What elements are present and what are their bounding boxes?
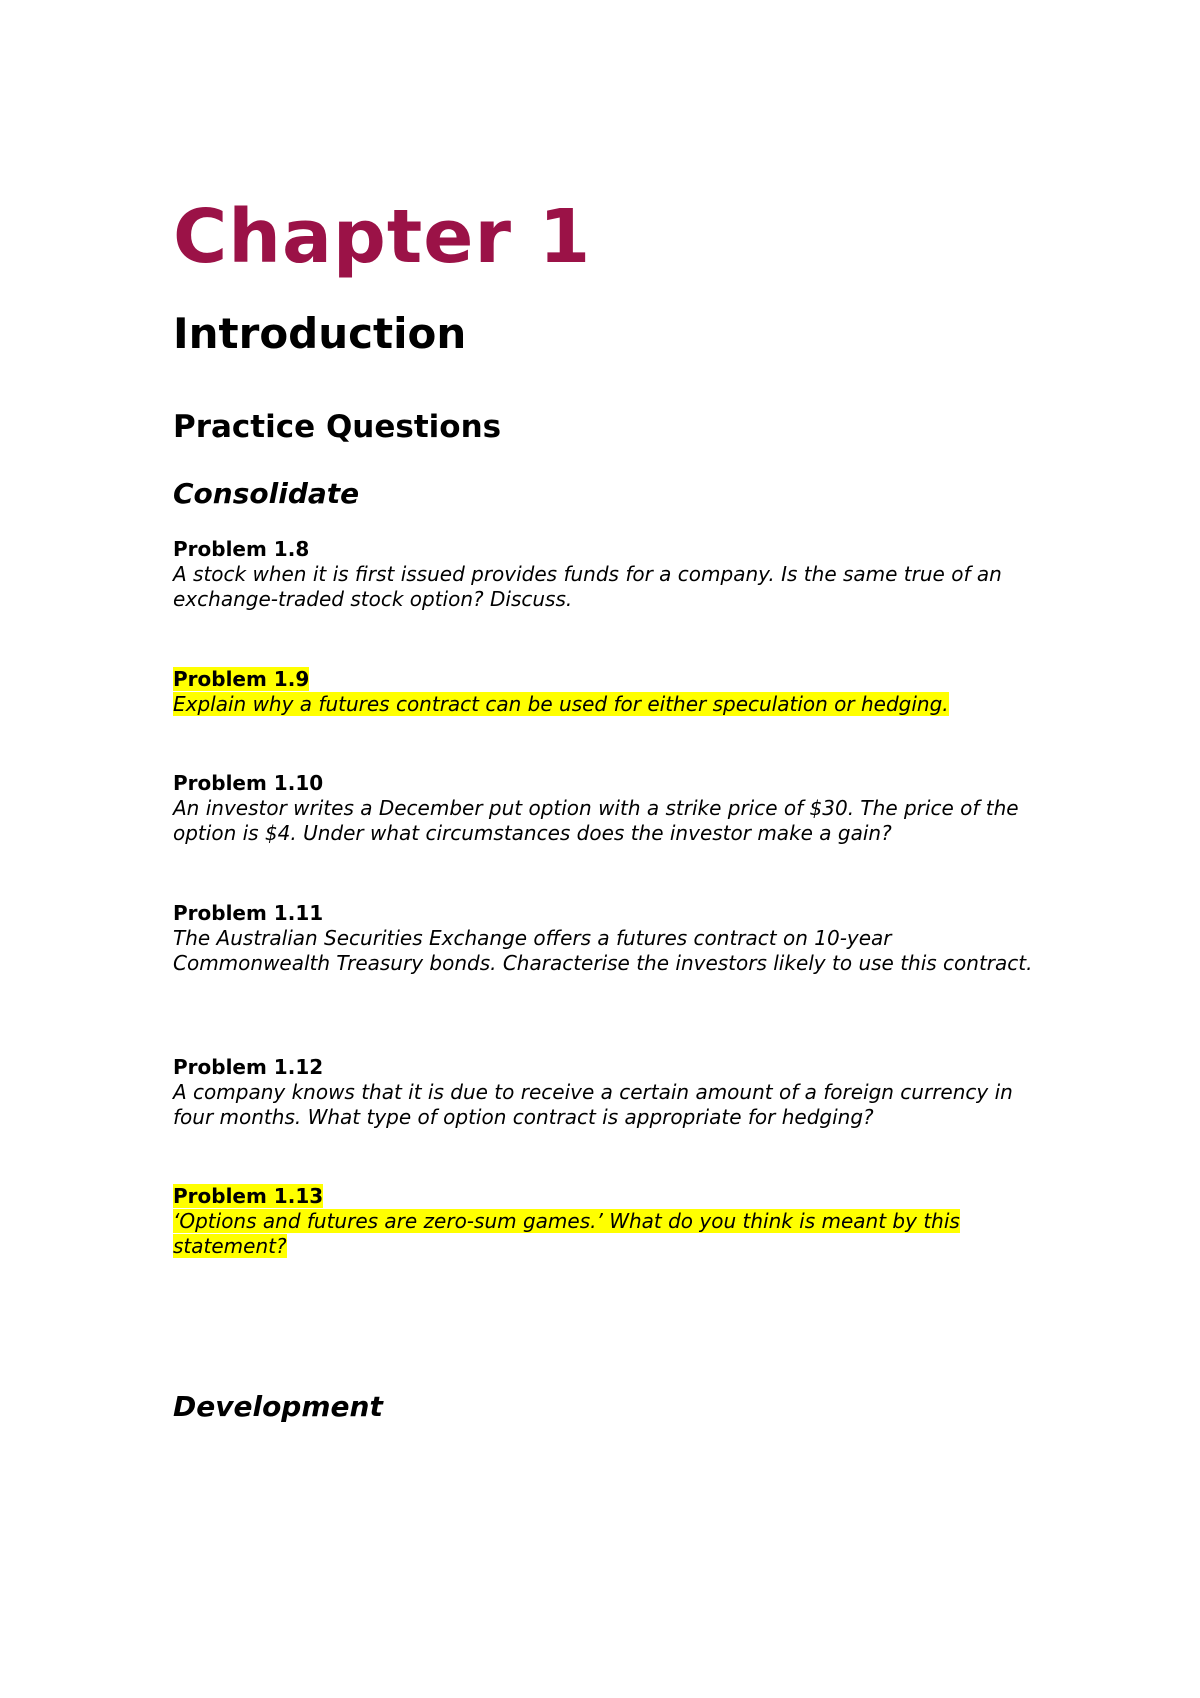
section-title: Practice Questions (173, 409, 502, 445)
problem-1-10 (173, 771, 1043, 846)
problem-text-content: A company knows that it is due to receive a certain amount of a foreign currency in four months. What type of option contract is appropriate for hedging? (173, 1080, 1013, 1129)
development-heading: Development (173, 1390, 383, 1423)
problem-text-content: A stock when it is first issued provides funds for a company. Is the same true of an exchange-traded stock option? Discuss. (173, 562, 1002, 611)
consolidate-heading: Consolidate (173, 477, 360, 510)
problem-text (173, 926, 1043, 976)
problem-text (173, 796, 1043, 846)
problem-label: Problem 1.11 (173, 901, 324, 925)
problem-text (173, 1080, 1043, 1130)
problem-label: Problem 1.13 (173, 1184, 324, 1208)
problem-label: Problem 1.9 (173, 667, 310, 691)
problem-label: Problem 1.12 (173, 1055, 324, 1079)
problem-label: Problem 1.10 (173, 771, 324, 795)
problem-1-8 (173, 537, 1043, 612)
problem-text (173, 692, 1043, 717)
problem-1-12 (173, 1055, 1043, 1130)
problem-1-9 (173, 667, 1043, 717)
problem-label: Problem 1.8 (173, 537, 310, 561)
problem-1-13 (173, 1184, 1043, 1259)
problem-text-content: The Australian Securities Exchange offers a futures contract on 10-year Commonwealth Treasury bonds. Characterise the investors likely to use this contract. (173, 926, 1033, 975)
problem-text-content: An investor writes a December put option with a strike price of $30. The price of the option is $4. Under what circumstances does the investor make a gain? (173, 796, 1019, 845)
chapter-subtitle: Introduction (173, 309, 467, 358)
problem-text-content: Explain why a futures contract can be used for either speculation or hedging. (173, 692, 949, 716)
problem-text (173, 1209, 1043, 1259)
problem-text (173, 562, 1043, 612)
problem-1-11 (173, 901, 1043, 976)
chapter-title: Chapter 1 (173, 194, 592, 280)
problem-text-content: ‘Options and futures are zero-sum games.’ What do you think is meant by this statement? (173, 1209, 960, 1258)
